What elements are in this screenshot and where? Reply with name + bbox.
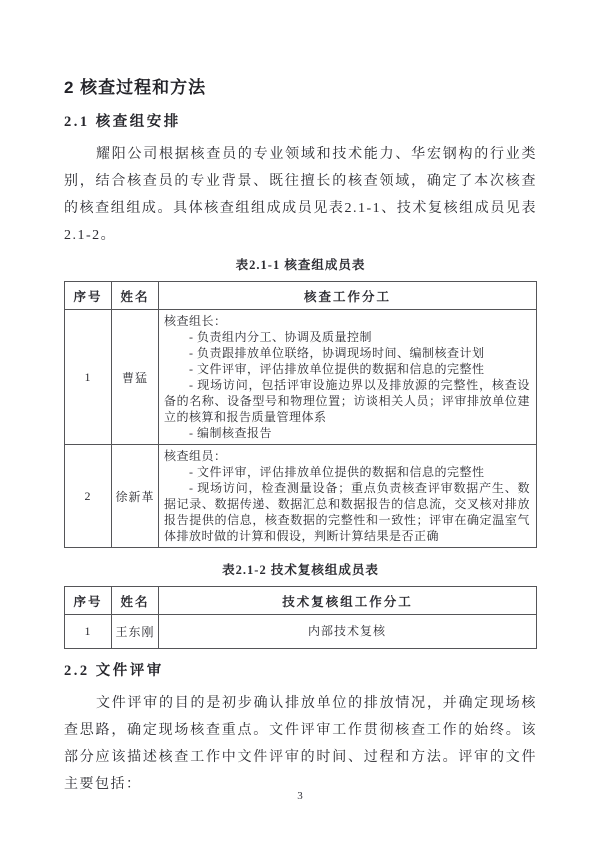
division-bullet-line: - 负责组内分工、协调及质量控制 — [189, 330, 372, 344]
division-bullet-line: - 文件评审，评估排放单位提供的数据和信息的完整性 — [189, 362, 485, 376]
subsection-heading-2-1: 2.1 核查组安排 — [64, 114, 181, 130]
cell-work-division — [159, 615, 537, 649]
column-header: 姓名 — [112, 282, 159, 310]
paragraph-document-review: 文件评审的目的是初步确认排放单位的排放情况，并确定现场核查思路，确定现场核查重点。文件评审工作贯彻核查工作的始终。该部分应该描述核查工作中文件评审的时间、过程和方法。评审的文件主要包括： — [64, 696, 537, 792]
table-row — [65, 615, 537, 649]
cell-member-name: 王东刚 — [112, 615, 159, 649]
cell-serial-number: 2 — [65, 445, 112, 548]
table-header-row — [65, 282, 537, 310]
column-header: 核查工作分工 — [159, 282, 537, 310]
section-title: 2 核查过程和方法 — [64, 78, 207, 97]
column-header: 姓名 — [112, 587, 159, 615]
division-role-line: 核查组长： — [164, 314, 227, 328]
verification-team-table — [64, 281, 537, 548]
cell-serial-number: 1 — [65, 310, 112, 445]
column-header: 序号 — [65, 587, 112, 615]
division-bullet-line: - 现场访问，包括评审设施边界以及排放源的完整性，核查设备的名称、设备型号和物理位置；访谈相关人员；评审排放单位建立的核算和报告质量管理体系 — [164, 378, 530, 424]
division-bullet-line: - 负责跟排放单位联络，协调现场时间、编制核查计划 — [189, 346, 485, 360]
table-caption-verification-team: 表2.1-1 核查组成员表 — [235, 258, 366, 272]
division-role-line: 核查组员： — [164, 449, 227, 463]
column-header: 技术复核组工作分工 — [159, 587, 537, 615]
table-row — [65, 445, 537, 548]
paragraph-team-arrangement: 耀阳公司根据核查员的专业领域和技术能力、华宏钢构的行业类别，结合核查员的专业背景、既往擅长的核查领域，确定了本次核查的核查组组成。具体核查组组成成员见表2.1-1、技术复核组成员见表2.1-2。 — [64, 147, 537, 243]
page-number: 3 — [297, 790, 303, 802]
cell-work-division — [159, 310, 537, 445]
table-caption-technical-review-team: 表2.1-2 技术复核组成员表 — [222, 563, 379, 577]
cell-member-name: 徐新革 — [112, 445, 159, 548]
division-role-line: 内部技术复核 — [307, 624, 386, 638]
division-bullet-line: - 现场访问，检查测量设备；重点负责核查评审数据产生、数据记录、数据传递、数据汇总和数据报告的信息流，交叉核对排放报告提供的信息，核查数据的完整性和一致性；评审在确定温室气体排放时做的计算和假设，判断计算结果是否正确 — [164, 481, 530, 543]
subsection-heading-2-2: 2.2 文件评审 — [64, 663, 164, 679]
table-row — [65, 310, 537, 445]
cell-work-division — [159, 445, 537, 548]
division-bullet-line: - 编制核查报告 — [189, 426, 272, 440]
cell-serial-number: 1 — [65, 615, 112, 649]
cell-member-name: 曹猛 — [112, 310, 159, 445]
technical-review-team-table — [64, 586, 537, 649]
table-header-row — [65, 587, 537, 615]
column-header: 序号 — [65, 282, 112, 310]
division-bullet-line: - 文件评审，评估排放单位提供的数据和信息的完整性 — [189, 465, 485, 479]
